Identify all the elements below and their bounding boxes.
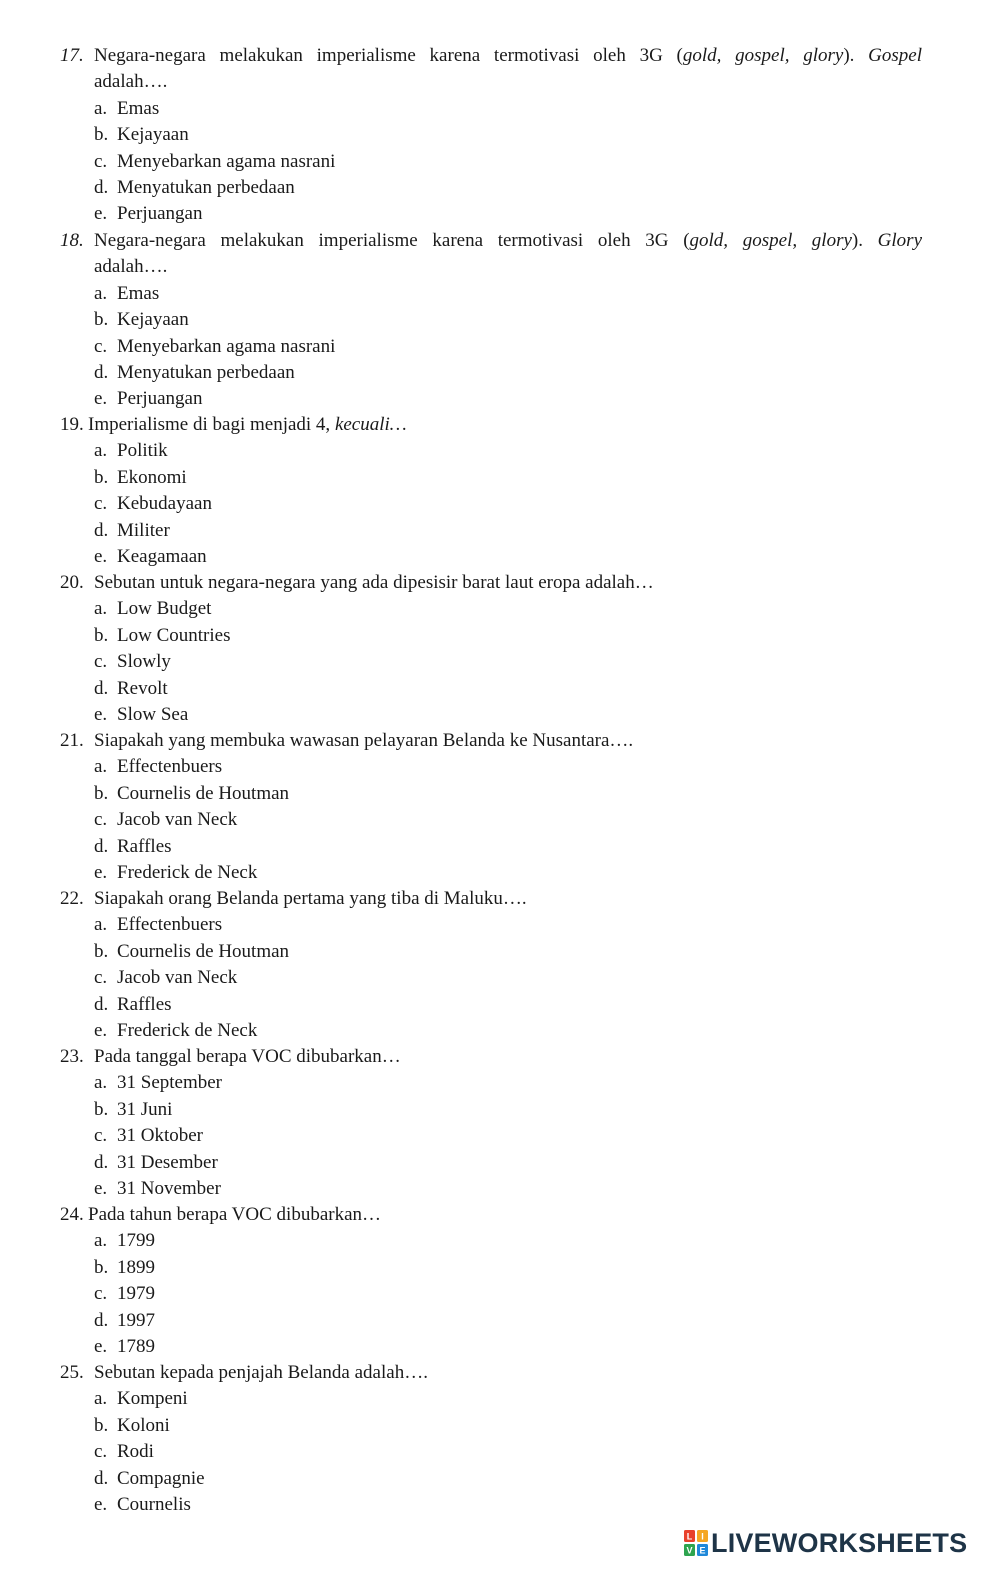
question-number: 24. [60, 1204, 84, 1225]
question-text-continued: adalah…. [94, 71, 168, 93]
option-list [60, 96, 922, 228]
option-a[interactable]: a. Low Budget [94, 598, 212, 620]
option-list [60, 1070, 922, 1202]
option-b[interactable]: b. Ekonomi [94, 466, 187, 488]
svg-text:L: L [686, 1531, 693, 1542]
option-a[interactable]: a. Emas [94, 97, 160, 119]
question-text-continued: adalah…. [94, 256, 168, 278]
question-number: 23. [60, 1046, 84, 1067]
option-e[interactable]: e. Frederick de Neck [94, 1020, 258, 1042]
question-25 [60, 1360, 922, 1518]
option-list [60, 438, 922, 570]
option-a[interactable]: a. Kompeni [94, 1388, 188, 1410]
question-number: 21. [60, 730, 84, 751]
question-number: 20. [60, 572, 84, 593]
question-number: 17. [60, 45, 84, 66]
svg-text:E: E [699, 1545, 706, 1556]
option-c[interactable]: c. 1979 [94, 1283, 155, 1305]
question-text: Negara-negara melakukan imperialisme karena termotivasi oleh 3G (gold, gospel, glory). Glory [94, 230, 922, 251]
liveworksheets-logo [684, 1528, 967, 1558]
option-c[interactable]: c. Jacob van Neck [94, 809, 238, 831]
question-20 [60, 570, 922, 728]
option-c[interactable]: c. 31 Oktober [94, 1125, 204, 1147]
logo-text: LIVEWORKSHEETS [711, 1527, 968, 1558]
option-d[interactable]: d. Menyatukan perbedaan [94, 177, 295, 199]
question-text: Siapakah yang membuka wawasan pelayaran Belanda ke Nusantara…. [94, 730, 634, 751]
option-b[interactable]: b. Kejayaan [94, 124, 189, 146]
option-b[interactable]: b. 31 Juni [94, 1098, 173, 1120]
question-number: 19. [60, 414, 84, 435]
question-text: Pada tahun berapa VOC dibubarkan… [88, 1204, 382, 1225]
option-c[interactable]: c. Menyebarkan agama nasrani [94, 150, 336, 172]
option-d[interactable]: d. Raffles [94, 835, 172, 857]
option-a[interactable]: a. Effectenbuers [94, 756, 223, 778]
question-text: Imperialisme di bagi menjadi 4, kecuali… [88, 414, 407, 435]
option-a[interactable]: a. Politik [94, 440, 168, 462]
option-e[interactable]: e. 31 November [94, 1178, 221, 1200]
option-c[interactable]: c. Slowly [94, 651, 171, 673]
option-list [60, 912, 922, 1044]
option-a[interactable]: a. Emas [94, 282, 160, 304]
option-list [60, 1386, 922, 1518]
option-e[interactable]: e. 1789 [94, 1336, 155, 1358]
question-text: Sebutan untuk negara-negara yang ada dipesisir barat laut eropa adalah… [94, 572, 654, 593]
option-list [60, 754, 922, 886]
option-a[interactable]: a. 31 September [94, 1072, 223, 1094]
question-18 [60, 228, 922, 413]
question-22 [60, 886, 922, 1044]
option-d[interactable]: d. Revolt [94, 677, 168, 699]
option-a[interactable]: a. 1799 [94, 1230, 155, 1252]
question-17 [60, 43, 922, 228]
question-text: Siapakah orang Belanda pertama yang tiba di Maluku…. [94, 888, 527, 909]
option-list [60, 596, 922, 728]
option-c[interactable]: c. Jacob van Neck [94, 967, 238, 989]
liveworksheets-logo-icon [684, 1530, 708, 1556]
option-c[interactable]: c. Kebudayaan [94, 493, 212, 515]
option-c[interactable]: c. Rodi [94, 1441, 154, 1463]
option-b[interactable]: b. Koloni [94, 1414, 170, 1436]
option-d[interactable]: d. Raffles [94, 993, 172, 1015]
question-24 [60, 1202, 922, 1360]
question-23 [60, 1044, 922, 1202]
question-number: 18. [60, 230, 84, 251]
option-b[interactable]: b. Kejayaan [94, 309, 189, 331]
question-21 [60, 728, 922, 886]
option-list [60, 281, 922, 413]
question-text: Negara-negara melakukan imperialisme karena termotivasi oleh 3G (gold, gospel, glory). Gospel [94, 45, 922, 66]
option-b[interactable]: b. Cournelis de Houtman [94, 940, 290, 962]
option-b[interactable]: b. Cournelis de Houtman [94, 782, 290, 804]
option-d[interactable]: d. Militer [94, 519, 170, 541]
svg-text:I: I [701, 1531, 704, 1542]
question-19 [60, 412, 922, 570]
option-c[interactable]: c. Menyebarkan agama nasrani [94, 335, 336, 357]
question-text: Pada tanggal berapa VOC dibubarkan… [94, 1046, 401, 1067]
option-e[interactable]: e. Frederick de Neck [94, 862, 258, 884]
option-e[interactable]: e. Cournelis [94, 1494, 191, 1516]
option-d[interactable]: d. Menyatukan perbedaan [94, 362, 295, 384]
option-list [60, 1228, 922, 1360]
option-e[interactable]: e. Perjuangan [94, 388, 203, 410]
question-text: Sebutan kepada penjajah Belanda adalah…. [94, 1362, 428, 1383]
option-d[interactable]: d. 31 Desember [94, 1151, 218, 1173]
question-number: 22. [60, 888, 84, 909]
option-e[interactable]: e. Slow Sea [94, 704, 189, 726]
option-d[interactable]: d. 1997 [94, 1309, 155, 1331]
question-number: 25. [60, 1362, 84, 1383]
option-d[interactable]: d. Compagnie [94, 1467, 205, 1489]
svg-text:V: V [686, 1545, 693, 1556]
option-b[interactable]: b. 1899 [94, 1256, 155, 1278]
option-e[interactable]: e. Perjuangan [94, 203, 203, 225]
option-a[interactable]: a. Effectenbuers [94, 914, 223, 936]
option-e[interactable]: e. Keagamaan [94, 546, 207, 568]
option-b[interactable]: b. Low Countries [94, 624, 231, 646]
